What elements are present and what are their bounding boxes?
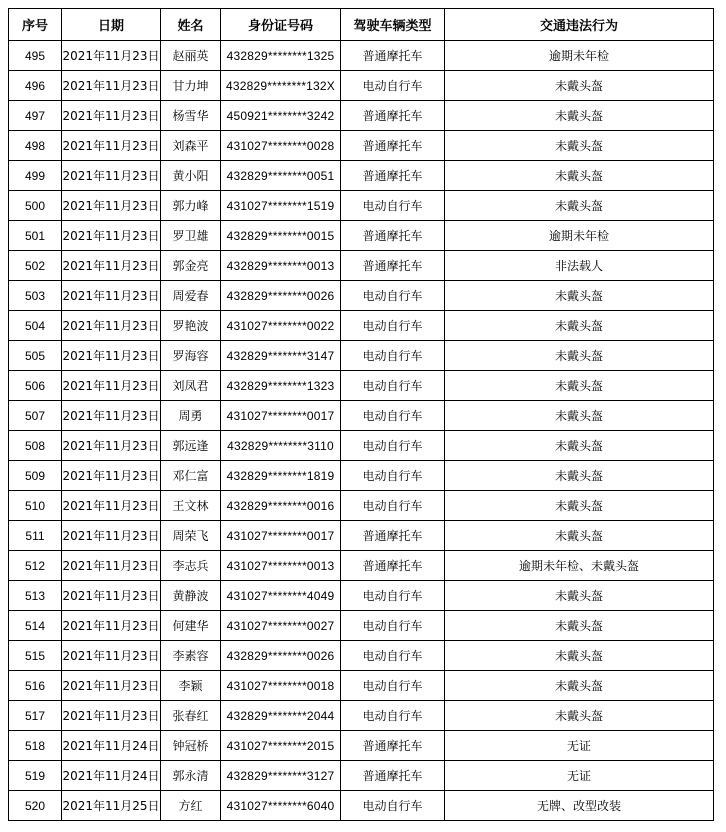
cell-violation: 非法载人 bbox=[445, 251, 714, 281]
cell-violation: 未戴头盔 bbox=[445, 431, 714, 461]
cell-vehicle-type: 电动自行车 bbox=[341, 431, 445, 461]
cell-vehicle-type: 电动自行车 bbox=[341, 401, 445, 431]
cell-vehicle-type: 电动自行车 bbox=[341, 311, 445, 341]
cell-date: 2021年11月23日 bbox=[62, 581, 161, 611]
cell-name: 郭金亮 bbox=[161, 251, 221, 281]
table-row bbox=[9, 521, 714, 551]
cell-violation: 未戴头盔 bbox=[445, 641, 714, 671]
cell-name: 罗海容 bbox=[161, 341, 221, 371]
cell-serial: 499 bbox=[9, 161, 62, 191]
cell-id-number: 432829********0051 bbox=[221, 161, 341, 191]
cell-serial: 513 bbox=[9, 581, 62, 611]
cell-id-number: 432829********3127 bbox=[221, 761, 341, 791]
cell-vehicle-type: 电动自行车 bbox=[341, 641, 445, 671]
cell-serial: 503 bbox=[9, 281, 62, 311]
cell-date: 2021年11月23日 bbox=[62, 551, 161, 581]
cell-date: 2021年11月23日 bbox=[62, 401, 161, 431]
cell-serial: 500 bbox=[9, 191, 62, 221]
cell-name: 郭永清 bbox=[161, 761, 221, 791]
cell-id-number: 431027********0027 bbox=[221, 611, 341, 641]
cell-date: 2021年11月23日 bbox=[62, 431, 161, 461]
cell-id-number: 432829********132X bbox=[221, 71, 341, 101]
cell-date: 2021年11月23日 bbox=[62, 41, 161, 71]
cell-violation: 未戴头盔 bbox=[445, 311, 714, 341]
cell-id-number: 432829********0016 bbox=[221, 491, 341, 521]
cell-serial: 495 bbox=[9, 41, 62, 71]
table-row bbox=[9, 461, 714, 491]
cell-name: 罗卫雄 bbox=[161, 221, 221, 251]
table-row bbox=[9, 71, 714, 101]
cell-serial: 508 bbox=[9, 431, 62, 461]
cell-date: 2021年11月23日 bbox=[62, 611, 161, 641]
cell-date: 2021年11月23日 bbox=[62, 641, 161, 671]
cell-id-number: 432829********1323 bbox=[221, 371, 341, 401]
cell-date: 2021年11月23日 bbox=[62, 101, 161, 131]
cell-name: 刘凤君 bbox=[161, 371, 221, 401]
cell-name: 刘森平 bbox=[161, 131, 221, 161]
cell-vehicle-type: 电动自行车 bbox=[341, 191, 445, 221]
cell-violation: 未戴头盔 bbox=[445, 401, 714, 431]
cell-serial: 497 bbox=[9, 101, 62, 131]
table-row bbox=[9, 101, 714, 131]
cell-violation: 逾期未年检 bbox=[445, 221, 714, 251]
cell-serial: 518 bbox=[9, 731, 62, 761]
cell-vehicle-type: 普通摩托车 bbox=[341, 251, 445, 281]
cell-date: 2021年11月23日 bbox=[62, 311, 161, 341]
cell-violation: 未戴头盔 bbox=[445, 671, 714, 701]
table-row bbox=[9, 641, 714, 671]
cell-violation: 未戴头盔 bbox=[445, 281, 714, 311]
cell-name: 张春红 bbox=[161, 701, 221, 731]
cell-date: 2021年11月23日 bbox=[62, 131, 161, 161]
cell-serial: 517 bbox=[9, 701, 62, 731]
cell-name: 王文林 bbox=[161, 491, 221, 521]
cell-date: 2021年11月25日 bbox=[62, 791, 161, 821]
cell-date: 2021年11月23日 bbox=[62, 161, 161, 191]
cell-vehicle-type: 普通摩托车 bbox=[341, 161, 445, 191]
cell-id-number: 431027********0013 bbox=[221, 551, 341, 581]
table-row bbox=[9, 671, 714, 701]
cell-violation: 未戴头盔 bbox=[445, 491, 714, 521]
table-row bbox=[9, 191, 714, 221]
cell-id-number: 432829********0015 bbox=[221, 221, 341, 251]
cell-serial: 507 bbox=[9, 401, 62, 431]
cell-vehicle-type: 普通摩托车 bbox=[341, 551, 445, 581]
cell-date: 2021年11月23日 bbox=[62, 671, 161, 701]
table-row bbox=[9, 311, 714, 341]
cell-id-number: 431027********0018 bbox=[221, 671, 341, 701]
cell-id-number: 432829********0026 bbox=[221, 281, 341, 311]
cell-vehicle-type: 电动自行车 bbox=[341, 671, 445, 701]
cell-name: 方红 bbox=[161, 791, 221, 821]
header-name: 姓名 bbox=[161, 9, 221, 41]
cell-id-number: 432829********1819 bbox=[221, 461, 341, 491]
cell-serial: 506 bbox=[9, 371, 62, 401]
cell-id-number: 432829********2044 bbox=[221, 701, 341, 731]
cell-date: 2021年11月24日 bbox=[62, 761, 161, 791]
table-row bbox=[9, 131, 714, 161]
cell-name: 李志兵 bbox=[161, 551, 221, 581]
cell-id-number: 431027********0022 bbox=[221, 311, 341, 341]
cell-date: 2021年11月23日 bbox=[62, 341, 161, 371]
cell-date: 2021年11月23日 bbox=[62, 221, 161, 251]
table-row bbox=[9, 431, 714, 461]
cell-name: 何建华 bbox=[161, 611, 221, 641]
cell-id-number: 432829********1325 bbox=[221, 41, 341, 71]
cell-date: 2021年11月23日 bbox=[62, 371, 161, 401]
cell-vehicle-type: 普通摩托车 bbox=[341, 761, 445, 791]
header-date: 日期 bbox=[62, 9, 161, 41]
cell-vehicle-type: 电动自行车 bbox=[341, 491, 445, 521]
cell-serial: 512 bbox=[9, 551, 62, 581]
cell-id-number: 432829********3147 bbox=[221, 341, 341, 371]
cell-id-number: 431027********2015 bbox=[221, 731, 341, 761]
cell-id-number: 431027********0017 bbox=[221, 401, 341, 431]
cell-violation: 无牌、改型改装 bbox=[445, 791, 714, 821]
cell-violation: 未戴头盔 bbox=[445, 461, 714, 491]
cell-serial: 514 bbox=[9, 611, 62, 641]
table-row bbox=[9, 281, 714, 311]
cell-violation: 未戴头盔 bbox=[445, 131, 714, 161]
cell-vehicle-type: 普通摩托车 bbox=[341, 521, 445, 551]
cell-name: 钟冠桥 bbox=[161, 731, 221, 761]
table-row bbox=[9, 161, 714, 191]
cell-id-number: 431027********0017 bbox=[221, 521, 341, 551]
cell-name: 甘力坤 bbox=[161, 71, 221, 101]
cell-name: 郭远逢 bbox=[161, 431, 221, 461]
table-row bbox=[9, 41, 714, 71]
cell-vehicle-type: 电动自行车 bbox=[341, 281, 445, 311]
cell-vehicle-type: 电动自行车 bbox=[341, 341, 445, 371]
cell-serial: 498 bbox=[9, 131, 62, 161]
cell-date: 2021年11月23日 bbox=[62, 251, 161, 281]
cell-date: 2021年11月23日 bbox=[62, 191, 161, 221]
cell-vehicle-type: 普通摩托车 bbox=[341, 221, 445, 251]
cell-id-number: 431027********4049 bbox=[221, 581, 341, 611]
cell-vehicle-type: 电动自行车 bbox=[341, 71, 445, 101]
cell-vehicle-type: 普通摩托车 bbox=[341, 731, 445, 761]
cell-name: 周爱春 bbox=[161, 281, 221, 311]
cell-date: 2021年11月24日 bbox=[62, 731, 161, 761]
table-row bbox=[9, 371, 714, 401]
cell-name: 赵丽英 bbox=[161, 41, 221, 71]
cell-vehicle-type: 普通摩托车 bbox=[341, 101, 445, 131]
cell-serial: 504 bbox=[9, 311, 62, 341]
header-serial: 序号 bbox=[9, 9, 62, 41]
table-header-row bbox=[9, 9, 714, 41]
cell-name: 周勇 bbox=[161, 401, 221, 431]
cell-violation: 未戴头盔 bbox=[445, 191, 714, 221]
cell-violation: 未戴头盔 bbox=[445, 341, 714, 371]
cell-vehicle-type: 电动自行车 bbox=[341, 461, 445, 491]
cell-id-number: 432829********0013 bbox=[221, 251, 341, 281]
cell-id-number: 450921********3242 bbox=[221, 101, 341, 131]
cell-id-number: 431027********6040 bbox=[221, 791, 341, 821]
cell-id-number: 431027********0028 bbox=[221, 131, 341, 161]
table-row bbox=[9, 611, 714, 641]
cell-violation: 无证 bbox=[445, 731, 714, 761]
cell-vehicle-type: 电动自行车 bbox=[341, 581, 445, 611]
header-id-number: 身份证号码 bbox=[221, 9, 341, 41]
header-violation: 交通违法行为 bbox=[445, 9, 714, 41]
table-row bbox=[9, 251, 714, 281]
cell-violation: 逾期未年检 bbox=[445, 41, 714, 71]
cell-vehicle-type: 普通摩托车 bbox=[341, 131, 445, 161]
table-body bbox=[9, 41, 714, 821]
cell-name: 郭力峰 bbox=[161, 191, 221, 221]
cell-name: 周荣飞 bbox=[161, 521, 221, 551]
cell-vehicle-type: 普通摩托车 bbox=[341, 41, 445, 71]
cell-vehicle-type: 电动自行车 bbox=[341, 701, 445, 731]
cell-name: 李颖 bbox=[161, 671, 221, 701]
cell-id-number: 432829********3110 bbox=[221, 431, 341, 461]
cell-serial: 505 bbox=[9, 341, 62, 371]
cell-serial: 510 bbox=[9, 491, 62, 521]
cell-vehicle-type: 电动自行车 bbox=[341, 611, 445, 641]
cell-name: 邓仁富 bbox=[161, 461, 221, 491]
cell-violation: 未戴头盔 bbox=[445, 371, 714, 401]
table-row bbox=[9, 581, 714, 611]
table-row bbox=[9, 791, 714, 821]
table-row bbox=[9, 491, 714, 521]
table-row bbox=[9, 401, 714, 431]
cell-violation: 未戴头盔 bbox=[445, 701, 714, 731]
cell-name: 杨雪华 bbox=[161, 101, 221, 131]
cell-serial: 516 bbox=[9, 671, 62, 701]
cell-date: 2021年11月23日 bbox=[62, 521, 161, 551]
cell-date: 2021年11月23日 bbox=[62, 461, 161, 491]
cell-date: 2021年11月23日 bbox=[62, 71, 161, 101]
cell-serial: 515 bbox=[9, 641, 62, 671]
cell-vehicle-type: 电动自行车 bbox=[341, 791, 445, 821]
cell-name: 李素容 bbox=[161, 641, 221, 671]
cell-violation: 未戴头盔 bbox=[445, 581, 714, 611]
cell-violation: 未戴头盔 bbox=[445, 611, 714, 641]
cell-date: 2021年11月23日 bbox=[62, 701, 161, 731]
cell-violation: 未戴头盔 bbox=[445, 161, 714, 191]
header-vehicle-type: 驾驶车辆类型 bbox=[341, 9, 445, 41]
cell-serial: 520 bbox=[9, 791, 62, 821]
cell-serial: 501 bbox=[9, 221, 62, 251]
cell-violation: 未戴头盔 bbox=[445, 71, 714, 101]
table-row bbox=[9, 761, 714, 791]
cell-serial: 509 bbox=[9, 461, 62, 491]
cell-serial: 511 bbox=[9, 521, 62, 551]
cell-name: 罗艳波 bbox=[161, 311, 221, 341]
cell-violation: 未戴头盔 bbox=[445, 101, 714, 131]
cell-serial: 496 bbox=[9, 71, 62, 101]
cell-date: 2021年11月23日 bbox=[62, 281, 161, 311]
cell-name: 黄小阳 bbox=[161, 161, 221, 191]
cell-id-number: 431027********1519 bbox=[221, 191, 341, 221]
cell-violation: 未戴头盔 bbox=[445, 521, 714, 551]
violation-table bbox=[8, 8, 714, 821]
cell-serial: 502 bbox=[9, 251, 62, 281]
table-row bbox=[9, 701, 714, 731]
cell-vehicle-type: 电动自行车 bbox=[341, 371, 445, 401]
cell-id-number: 432829********0026 bbox=[221, 641, 341, 671]
cell-violation: 逾期未年检、未戴头盔 bbox=[445, 551, 714, 581]
cell-date: 2021年11月23日 bbox=[62, 491, 161, 521]
table-row bbox=[9, 731, 714, 761]
table-row bbox=[9, 221, 714, 251]
table-row bbox=[9, 551, 714, 581]
table-row bbox=[9, 341, 714, 371]
cell-name: 黄静波 bbox=[161, 581, 221, 611]
cell-violation: 无证 bbox=[445, 761, 714, 791]
cell-serial: 519 bbox=[9, 761, 62, 791]
